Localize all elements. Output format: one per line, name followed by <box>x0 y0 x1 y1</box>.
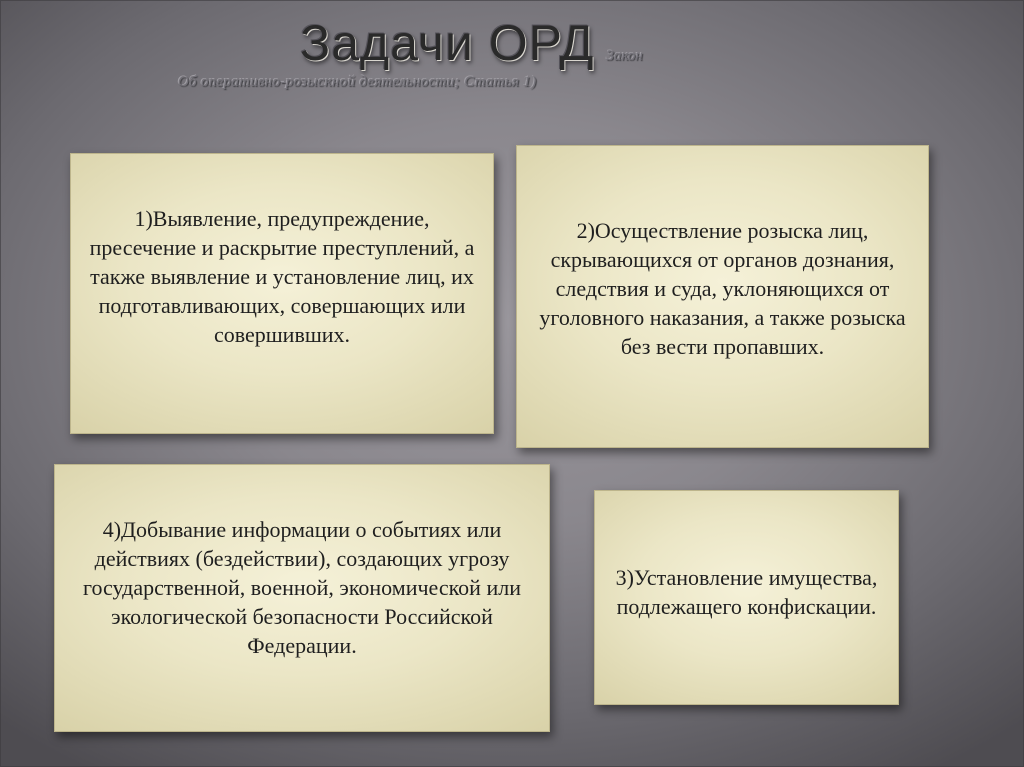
task-card-3-text: 3)Установление имущества, подлежащего конфискации. <box>615 564 878 619</box>
task-card-3 <box>594 490 899 705</box>
task-card-2-text: 2)Осуществление розыска лиц, скрывающихся от органов дознания, следствия и суда, уклоняющихся от уголовного наказания, а также розыска без вести пропавших. <box>539 218 906 359</box>
slide-title <box>300 14 643 72</box>
title-main: Задачи ОРД <box>300 15 595 71</box>
task-card-4 <box>54 464 550 732</box>
task-card-4-text: 4)Добывание информации о событиях или действиях (бездействии), создающих угрозу государственной, военной, экономической или экологической безопасности Российской Федерации. <box>83 516 521 658</box>
task-card-2 <box>516 145 929 448</box>
task-card-1 <box>70 153 494 434</box>
task-card-1-text: 1)Выявление, предупреждение, пресечение и раскрытие преступлений, а также выявление и установление лиц, их подготавливающих, совершающих или совершивших. <box>89 206 475 347</box>
slide-subtitle: Об оперативно-розыскной деятельности; Статья 1) <box>178 74 537 90</box>
title-suffix: Закон <box>606 48 643 64</box>
